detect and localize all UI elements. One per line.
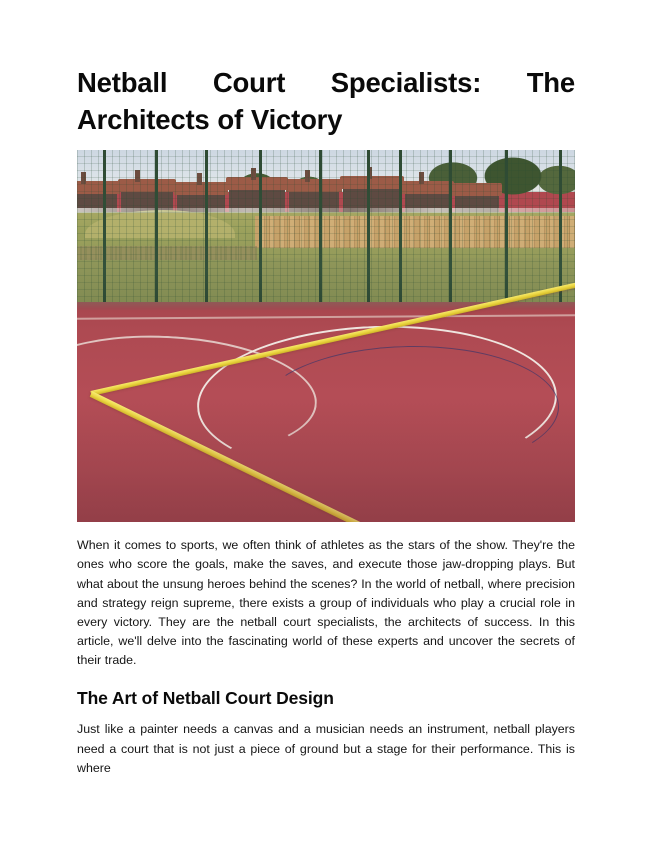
intro-paragraph: When it comes to sports, we often think of athletes as the stars of the show. They're the ones who score the goals, make the saves, and execute those jaw-dropping plays. But what about the unsung heroes behind the scenes? In the world of netball, where precision and strategy reign supreme, there exists a group of individuals who play a crucial role in every victory. They are the netball court specialists, the architects of success. In this article, we'll delve into the fascinating world of these experts and uncover the secrets of their trade. bbox=[77, 538, 575, 668]
page-title-line-2: Architects of Victory bbox=[77, 103, 343, 135]
fence-post bbox=[399, 150, 402, 322]
section-paragraph: Just like a painter needs a canvas and a musician needs an instrument, netball players need a court that is not just a piece of ground but a stage for their performance. This is where bbox=[77, 722, 575, 775]
netball-court-photo bbox=[77, 150, 575, 522]
page-title-line-1: Netball Court Specialists: The bbox=[77, 67, 575, 98]
section-heading: The Art of Netball Court Design bbox=[77, 687, 334, 708]
fence-post bbox=[449, 150, 452, 322]
document-content bbox=[77, 65, 575, 778]
fence-post bbox=[505, 150, 508, 322]
fence-post bbox=[367, 150, 370, 322]
fence-post bbox=[259, 150, 262, 322]
fence-post bbox=[319, 150, 322, 322]
page-title bbox=[77, 65, 575, 138]
fence-post bbox=[559, 150, 562, 322]
fence-post bbox=[155, 150, 158, 322]
court-shading bbox=[77, 402, 575, 522]
photo-scene bbox=[77, 150, 575, 522]
fence-post bbox=[205, 150, 208, 322]
mesh-fence bbox=[77, 150, 575, 318]
fence-post bbox=[103, 150, 106, 322]
